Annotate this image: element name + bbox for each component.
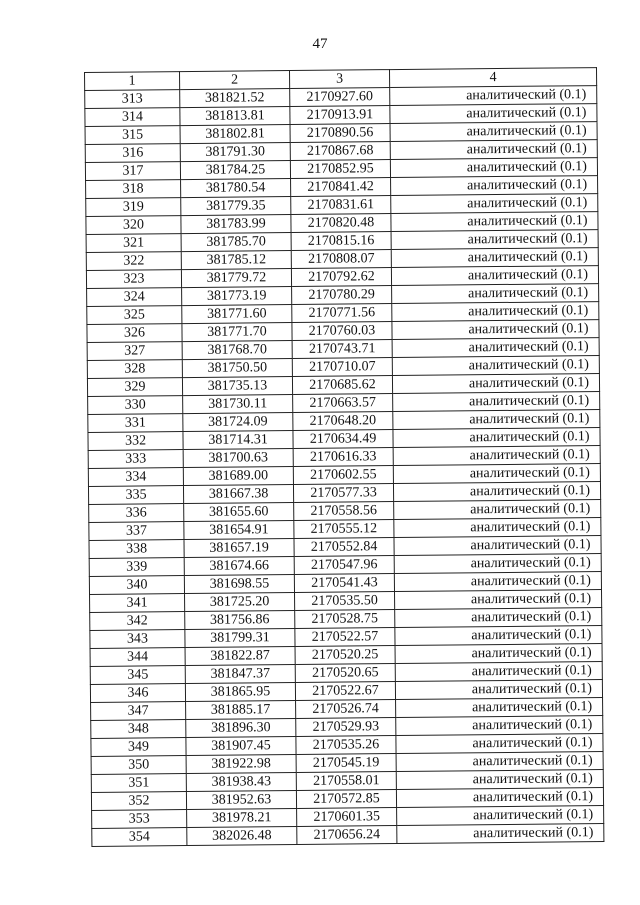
x-coordinate-cell: 381735.13 xyxy=(182,377,292,396)
y-coordinate-cell: 2170792.62 xyxy=(291,268,391,287)
point-number-cell: 336 xyxy=(89,504,184,523)
y-coordinate-cell: 2170616.33 xyxy=(293,448,393,467)
method-accuracy-cell: аналитический (0.1) xyxy=(390,86,597,106)
x-coordinate-cell: 382026.48 xyxy=(187,826,297,845)
x-coordinate-cell: 381780.54 xyxy=(181,179,291,198)
y-coordinate-cell: 2170890.56 xyxy=(290,124,390,143)
x-coordinate-cell: 381952.63 xyxy=(186,790,296,809)
y-coordinate-cell: 2170601.35 xyxy=(297,808,397,827)
method-accuracy-cell: аналитический (0.1) xyxy=(392,338,599,358)
method-accuracy-cell: аналитический (0.1) xyxy=(396,770,603,790)
x-coordinate-cell: 381896.30 xyxy=(186,718,296,737)
y-coordinate-cell: 2170555.12 xyxy=(294,520,394,539)
point-number-cell: 317 xyxy=(85,162,180,181)
y-coordinate-cell: 2170558.01 xyxy=(296,772,396,791)
table-row xyxy=(92,824,604,847)
method-accuracy-cell: аналитический (0.1) xyxy=(395,680,602,700)
y-coordinate-cell: 2170526.74 xyxy=(296,700,396,719)
y-coordinate-cell: 2170535.50 xyxy=(295,592,395,611)
x-coordinate-cell: 381674.66 xyxy=(184,557,294,576)
point-number-cell: 325 xyxy=(87,306,182,325)
x-coordinate-cell: 381822.87 xyxy=(185,647,295,666)
y-coordinate-cell: 2170808.07 xyxy=(291,250,391,269)
method-accuracy-cell: аналитический (0.1) xyxy=(391,248,598,268)
y-coordinate-cell: 2170522.67 xyxy=(295,682,395,701)
y-coordinate-cell: 2170815.16 xyxy=(291,232,391,251)
header-col-1: 1 xyxy=(85,72,180,91)
method-accuracy-cell: аналитический (0.1) xyxy=(392,356,599,376)
method-accuracy-cell: аналитический (0.1) xyxy=(390,158,597,178)
point-number-cell: 314 xyxy=(85,108,180,127)
x-coordinate-cell: 381885.17 xyxy=(186,700,296,719)
method-accuracy-cell: аналитический (0.1) xyxy=(390,104,597,124)
y-coordinate-cell: 2170529.93 xyxy=(296,718,396,737)
point-number-cell: 338 xyxy=(89,540,184,559)
x-coordinate-cell: 381667.38 xyxy=(183,485,293,504)
method-accuracy-cell: аналитический (0.1) xyxy=(394,572,601,592)
y-coordinate-cell: 2170528.75 xyxy=(295,610,395,629)
point-number-cell: 345 xyxy=(90,666,185,685)
method-accuracy-cell: аналитический (0.1) xyxy=(396,788,603,808)
y-coordinate-cell: 2170572.85 xyxy=(296,790,396,809)
method-accuracy-cell: аналитический (0.1) xyxy=(394,554,601,574)
method-accuracy-cell: аналитический (0.1) xyxy=(393,482,600,502)
method-accuracy-cell: аналитический (0.1) xyxy=(392,320,599,340)
point-number-cell: 321 xyxy=(86,234,181,253)
method-accuracy-cell: аналитический (0.1) xyxy=(396,734,603,754)
x-coordinate-cell: 381724.09 xyxy=(183,413,293,432)
y-coordinate-cell: 2170685.62 xyxy=(292,376,392,395)
method-accuracy-cell: аналитический (0.1) xyxy=(390,140,597,160)
point-number-cell: 343 xyxy=(90,630,185,649)
y-coordinate-cell: 2170656.24 xyxy=(297,826,397,845)
method-accuracy-cell: аналитический (0.1) xyxy=(397,806,604,826)
x-coordinate-cell: 381725.20 xyxy=(185,593,295,612)
x-coordinate-cell: 381771.60 xyxy=(182,305,292,324)
x-coordinate-cell: 381714.31 xyxy=(183,431,293,450)
method-accuracy-cell: аналитический (0.1) xyxy=(391,230,598,250)
x-coordinate-cell: 381791.30 xyxy=(180,143,290,162)
y-coordinate-cell: 2170852.95 xyxy=(290,160,390,179)
y-coordinate-cell: 2170535.26 xyxy=(296,736,396,755)
y-coordinate-cell: 2170547.96 xyxy=(294,556,394,575)
header-col-4: 4 xyxy=(389,68,596,88)
point-number-cell: 351 xyxy=(91,774,186,793)
point-number-cell: 330 xyxy=(88,396,183,415)
method-accuracy-cell: аналитический (0.1) xyxy=(391,176,598,196)
point-number-cell: 318 xyxy=(86,180,181,199)
x-coordinate-cell: 381922.98 xyxy=(186,754,296,773)
coordinates-table xyxy=(84,67,604,847)
method-accuracy-cell: аналитический (0.1) xyxy=(392,302,599,322)
point-number-cell: 313 xyxy=(85,90,180,109)
x-coordinate-cell: 381689.00 xyxy=(183,467,293,486)
x-coordinate-cell: 381784.25 xyxy=(180,161,290,180)
point-number-cell: 350 xyxy=(91,756,186,775)
point-number-cell: 319 xyxy=(86,198,181,217)
y-coordinate-cell: 2170522.57 xyxy=(295,628,395,647)
x-coordinate-cell: 381779.72 xyxy=(181,269,291,288)
method-accuracy-cell: аналитический (0.1) xyxy=(395,590,602,610)
method-accuracy-cell: аналитический (0.1) xyxy=(394,500,601,520)
point-number-cell: 349 xyxy=(91,738,186,757)
x-coordinate-cell: 381813.81 xyxy=(180,107,290,126)
method-accuracy-cell: аналитический (0.1) xyxy=(395,644,602,664)
y-coordinate-cell: 2170841.42 xyxy=(291,178,391,197)
point-number-cell: 327 xyxy=(87,342,182,361)
y-coordinate-cell: 2170710.07 xyxy=(292,358,392,377)
y-coordinate-cell: 2170552.84 xyxy=(294,538,394,557)
method-accuracy-cell: аналитический (0.1) xyxy=(396,716,603,736)
method-accuracy-cell: аналитический (0.1) xyxy=(396,752,603,772)
y-coordinate-cell: 2170780.29 xyxy=(292,286,392,305)
y-coordinate-cell: 2170545.19 xyxy=(296,754,396,773)
x-coordinate-cell: 381657.19 xyxy=(184,539,294,558)
x-coordinate-cell: 381771.70 xyxy=(182,323,292,342)
header-col-2: 2 xyxy=(180,71,290,90)
y-coordinate-cell: 2170577.33 xyxy=(293,484,393,503)
point-number-cell: 348 xyxy=(91,720,186,739)
method-accuracy-cell: аналитический (0.1) xyxy=(391,212,598,232)
x-coordinate-cell: 381799.31 xyxy=(185,629,295,648)
x-coordinate-cell: 381779.35 xyxy=(181,197,291,216)
point-number-cell: 344 xyxy=(90,648,185,667)
x-coordinate-cell: 381907.45 xyxy=(186,736,296,755)
point-number-cell: 324 xyxy=(87,288,182,307)
x-coordinate-cell: 381821.52 xyxy=(180,89,290,108)
point-number-cell: 333 xyxy=(88,450,183,469)
x-coordinate-cell: 381785.12 xyxy=(181,251,291,270)
point-number-cell: 332 xyxy=(88,432,183,451)
y-coordinate-cell: 2170520.65 xyxy=(295,664,395,683)
method-accuracy-cell: аналитический (0.1) xyxy=(395,626,602,646)
method-accuracy-cell: аналитический (0.1) xyxy=(393,464,600,484)
point-number-cell: 315 xyxy=(85,126,180,145)
method-accuracy-cell: аналитический (0.1) xyxy=(396,698,603,718)
method-accuracy-cell: аналитический (0.1) xyxy=(395,608,602,628)
y-coordinate-cell: 2170771.56 xyxy=(292,304,392,323)
y-coordinate-cell: 2170663.57 xyxy=(293,394,393,413)
method-accuracy-cell: аналитический (0.1) xyxy=(392,374,599,394)
x-coordinate-cell: 381938.43 xyxy=(186,772,296,791)
method-accuracy-cell: аналитический (0.1) xyxy=(391,194,598,214)
y-coordinate-cell: 2170820.48 xyxy=(291,214,391,233)
x-coordinate-cell: 381847.37 xyxy=(185,665,295,684)
x-coordinate-cell: 381750.50 xyxy=(182,359,292,378)
point-number-cell: 353 xyxy=(92,810,187,829)
x-coordinate-cell: 381785.70 xyxy=(181,233,291,252)
point-number-cell: 352 xyxy=(91,792,186,811)
x-coordinate-cell: 381756.86 xyxy=(185,611,295,630)
x-coordinate-cell: 381700.63 xyxy=(183,449,293,468)
point-number-cell: 335 xyxy=(88,486,183,505)
y-coordinate-cell: 2170558.56 xyxy=(294,502,394,521)
x-coordinate-cell: 381865.95 xyxy=(185,682,295,701)
method-accuracy-cell: аналитический (0.1) xyxy=(394,536,601,556)
method-accuracy-cell: аналитический (0.1) xyxy=(395,662,602,682)
point-number-cell: 326 xyxy=(87,324,182,343)
y-coordinate-cell: 2170867.68 xyxy=(290,142,390,161)
point-number-cell: 340 xyxy=(89,576,184,595)
method-accuracy-cell: аналитический (0.1) xyxy=(393,392,600,412)
method-accuracy-cell: аналитический (0.1) xyxy=(391,266,598,286)
x-coordinate-cell: 381654.91 xyxy=(184,521,294,540)
y-coordinate-cell: 2170927.60 xyxy=(290,88,390,107)
point-number-cell: 342 xyxy=(90,612,185,631)
point-number-cell: 329 xyxy=(87,378,182,397)
y-coordinate-cell: 2170648.20 xyxy=(293,412,393,431)
x-coordinate-cell: 381773.19 xyxy=(182,287,292,306)
x-coordinate-cell: 381802.81 xyxy=(180,125,290,144)
point-number-cell: 346 xyxy=(90,684,185,703)
point-number-cell: 354 xyxy=(92,828,187,847)
y-coordinate-cell: 2170913.91 xyxy=(290,106,390,125)
method-accuracy-cell: аналитический (0.1) xyxy=(392,284,599,304)
x-coordinate-cell: 381730.11 xyxy=(183,395,293,414)
point-number-cell: 322 xyxy=(86,252,181,271)
y-coordinate-cell: 2170602.55 xyxy=(293,466,393,485)
header-col-3: 3 xyxy=(289,70,389,89)
y-coordinate-cell: 2170743.71 xyxy=(292,340,392,359)
method-accuracy-cell: аналитический (0.1) xyxy=(393,428,600,448)
y-coordinate-cell: 2170831.61 xyxy=(291,196,391,215)
point-number-cell: 334 xyxy=(88,468,183,487)
method-accuracy-cell: аналитический (0.1) xyxy=(393,446,600,466)
method-accuracy-cell: аналитический (0.1) xyxy=(394,518,601,538)
x-coordinate-cell: 381698.55 xyxy=(184,575,294,594)
y-coordinate-cell: 2170520.25 xyxy=(295,646,395,665)
point-number-cell: 323 xyxy=(86,270,181,289)
point-number-cell: 341 xyxy=(90,594,185,613)
y-coordinate-cell: 2170541.43 xyxy=(294,574,394,593)
point-number-cell: 328 xyxy=(87,360,182,379)
x-coordinate-cell: 381978.21 xyxy=(187,808,297,827)
x-coordinate-cell: 381768.70 xyxy=(182,341,292,360)
point-number-cell: 331 xyxy=(88,414,183,433)
table-body xyxy=(85,86,604,847)
point-number-cell: 347 xyxy=(91,702,186,721)
point-number-cell: 320 xyxy=(86,216,181,235)
point-number-cell: 339 xyxy=(89,558,184,577)
x-coordinate-cell: 381655.60 xyxy=(184,503,294,522)
page-number: 47 xyxy=(312,36,328,52)
y-coordinate-cell: 2170634.49 xyxy=(293,430,393,449)
x-coordinate-cell: 381783.99 xyxy=(181,215,291,234)
point-number-cell: 316 xyxy=(85,144,180,163)
method-accuracy-cell: аналитический (0.1) xyxy=(397,824,604,844)
method-accuracy-cell: аналитический (0.1) xyxy=(390,122,597,142)
method-accuracy-cell: аналитический (0.1) xyxy=(393,410,600,430)
point-number-cell: 337 xyxy=(89,522,184,541)
y-coordinate-cell: 2170760.03 xyxy=(292,322,392,341)
